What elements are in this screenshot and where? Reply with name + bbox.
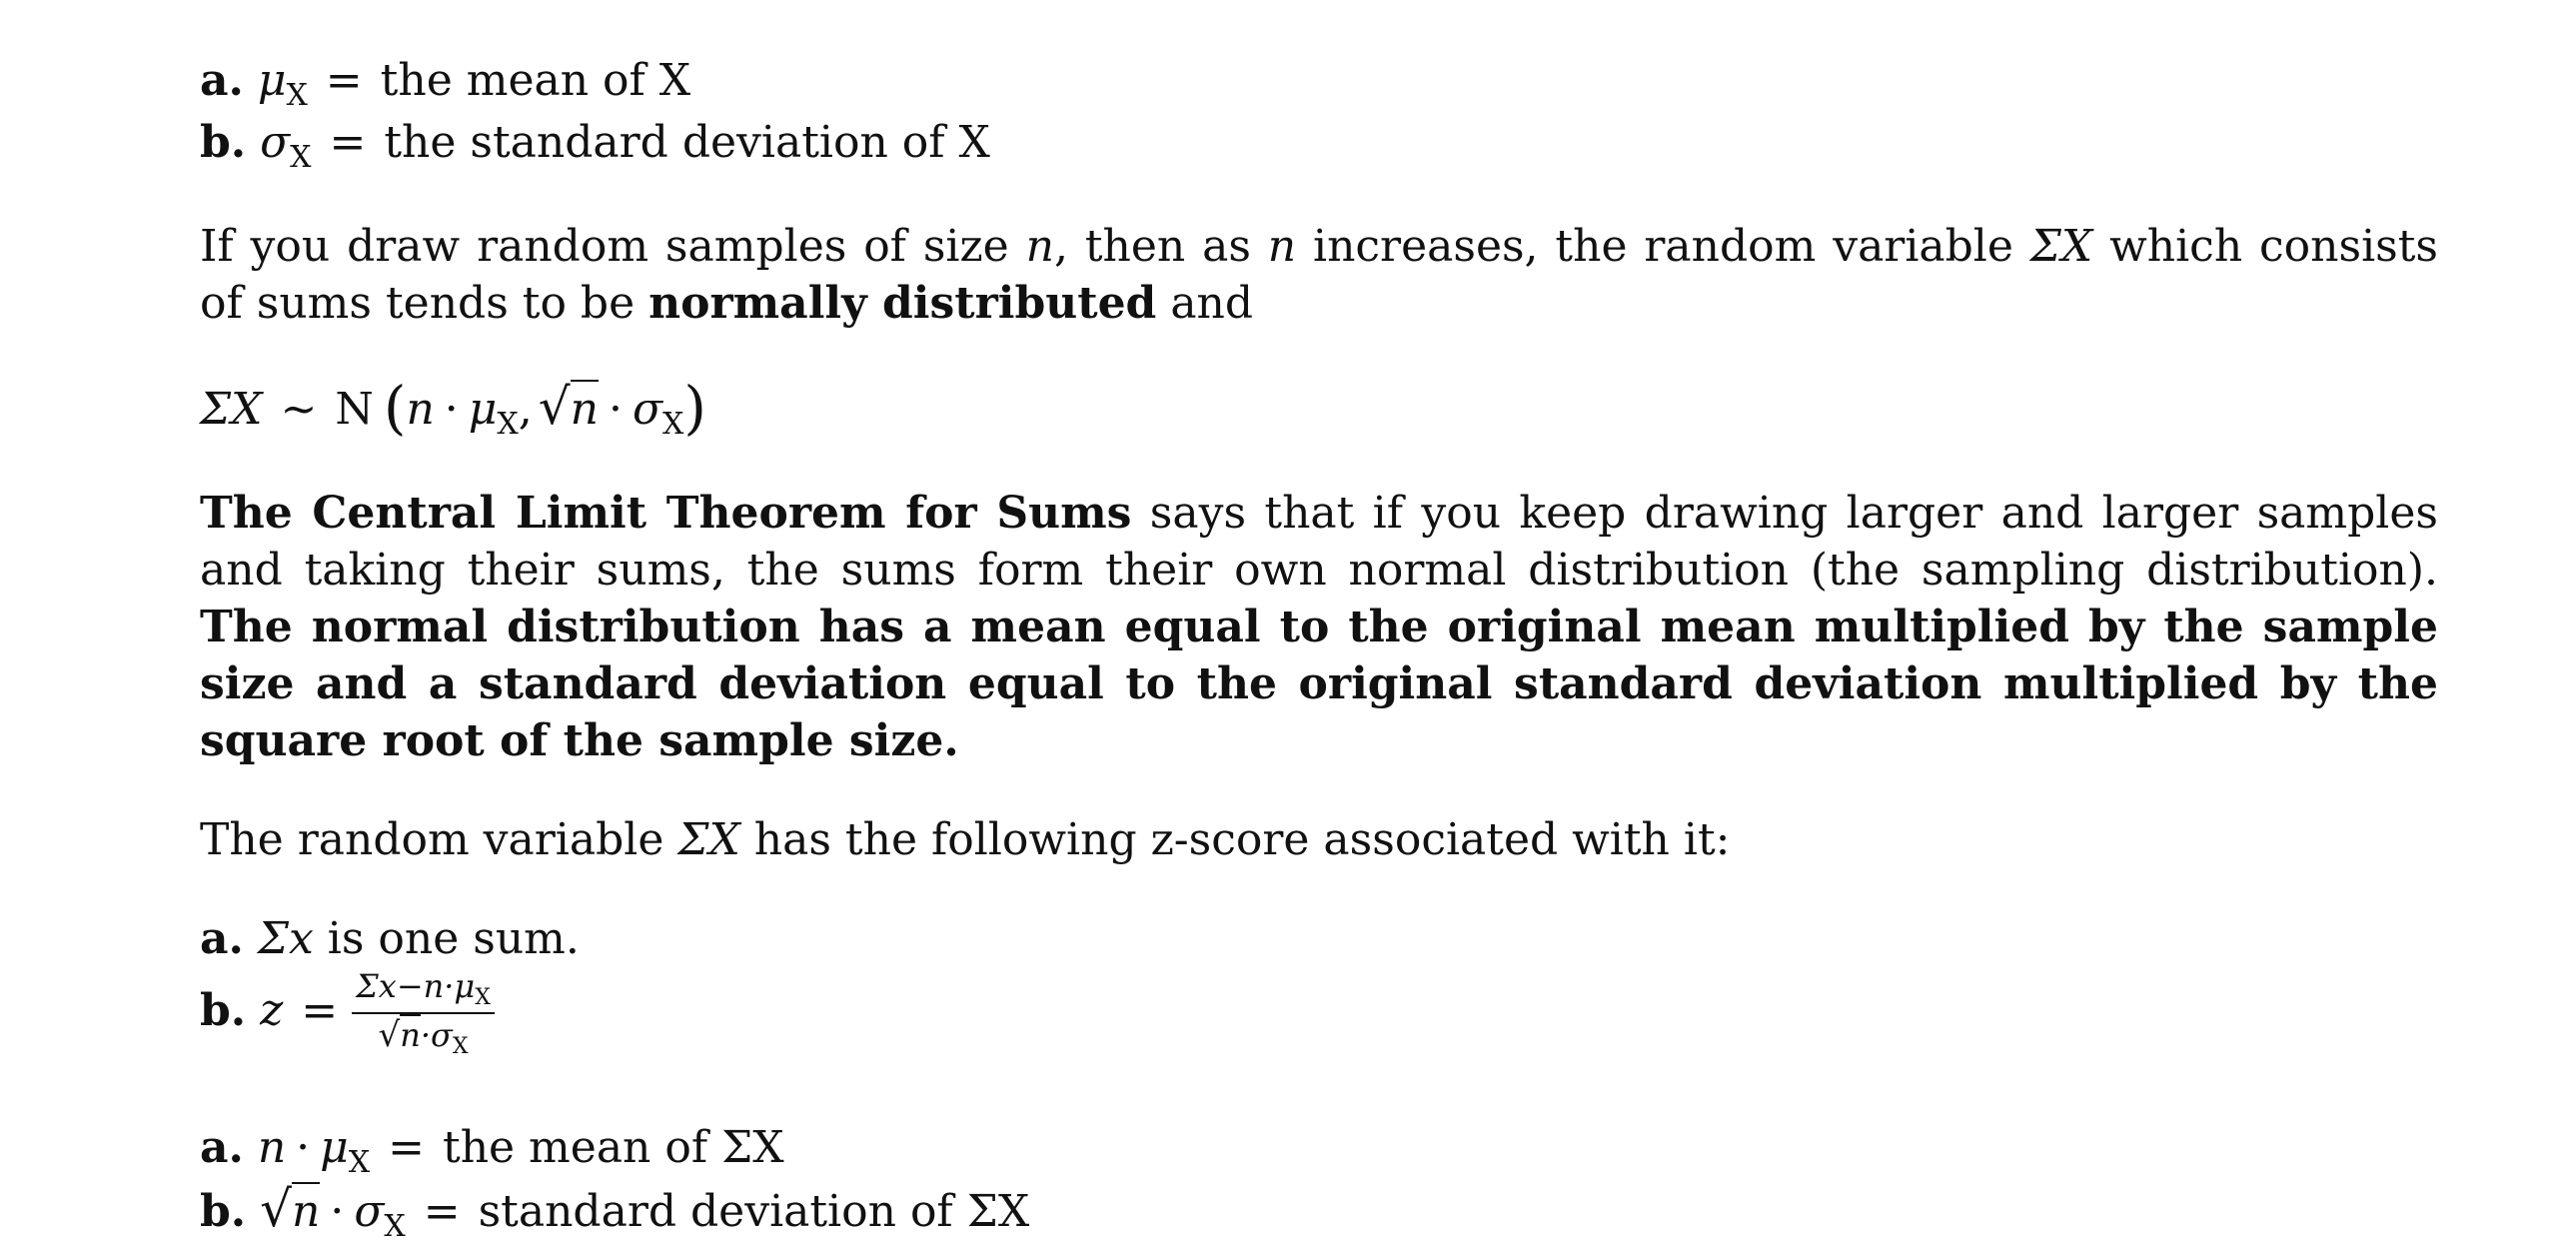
open-paren: ( [383,374,407,442]
equals-sign: = [388,1122,426,1173]
text-run: has the following z-score associated with it: [739,814,1731,865]
item-label: a. [200,913,244,964]
sigma-symbol: σ [632,384,663,435]
subscript: X [497,407,519,442]
distribution-formula [200,376,2438,443]
math-sigma-x: Σx [257,913,314,964]
item-label: a. [200,55,244,106]
math-sigma-x: ΣX [677,814,740,865]
math-sigma-x: ΣX [200,384,263,435]
text-run: which consists of sums tends to be [200,221,2439,329]
mu-symbol: μ [468,384,498,435]
list-item-one-sum [200,910,2438,967]
sigma-symbol: σ [354,1186,385,1237]
sqrt-icon: √ [260,1180,292,1238]
sqrt-expression [539,379,599,438]
item-text: standard deviation of ΣX [478,1186,1030,1237]
math-n: n [571,380,599,435]
list-item-mean [200,52,2438,114]
fraction-denominator [352,1014,495,1059]
denominator-text: ·σ [420,1016,453,1054]
subscript: X [475,985,491,1010]
subscript: X [384,1209,406,1244]
dot-operator: · [608,384,623,435]
item-label: b. [200,984,247,1036]
dot-operator: · [444,384,459,435]
math-n: n [257,1122,287,1173]
sqrt-expression [260,1181,320,1240]
sqrt-icon: √ [538,378,571,436]
subscript: X [348,1145,371,1180]
close-paren: ) [683,374,707,442]
item-text: is one sum. [313,913,580,964]
dot-operator: · [296,1122,311,1173]
mu-symbol: μ [320,1122,349,1173]
list-item-z-formula [200,967,2438,1059]
subscript: X [452,1034,469,1059]
equals-sign: = [325,55,363,106]
dot-operator: · [330,1186,345,1237]
paragraph-sample-sums [200,218,2438,332]
item-text: the mean of X [380,55,691,106]
equals-sign: = [329,117,367,168]
text-run: says that if you keep drawing larger and larger samples and taking their sums, the sums form their own normal distribution (the sampling distribution). [200,488,2438,596]
item-text: the mean of ΣX [443,1122,784,1173]
text-run: increases, the random variable [1296,221,2030,272]
subscript: X [286,78,308,113]
item-label: b. [200,117,247,168]
definition-list-one [200,52,2438,176]
tilde-symbol: ∼ [280,384,318,435]
math-n: n [400,1016,421,1054]
comma: , [518,384,533,435]
subscript: X [662,407,684,442]
item-label: b. [200,1186,247,1237]
fraction-numerator [352,967,495,1014]
paragraph-clt-sums [200,485,2438,769]
numerator-text: Σx−n·μ [356,967,476,1005]
definition-list-two [200,910,2438,1059]
bold-text: The normal distribution has a mean equal to the original mean multiplied by the sample size and a standard deviation equal to the original standard deviation multiplied by the square root of the sample size. [200,602,2438,766]
math-n: n [406,384,435,435]
item-text: the standard deviation of X [384,117,990,168]
document-page [200,52,2438,1245]
bold-text: normally distributed [648,278,1157,329]
math-sigma-x: ΣX [2029,221,2093,272]
math-n: n [1267,221,1297,272]
sqrt-icon: √ [378,1015,401,1055]
list-item-mean-of-sum [200,1119,2438,1181]
item-label: a. [200,1122,244,1173]
text-run: If you draw random samples of size [200,221,1026,272]
normal-n: N [335,384,374,435]
math-z: z [260,984,284,1036]
list-item-std-dev-of-sum [200,1181,2438,1245]
paragraph-z-score-intro [200,811,2438,868]
list-item-std-dev [200,114,2438,176]
sigma-symbol: σ [260,117,291,168]
text-run: The random variable [200,814,678,865]
equals-sign: = [423,1186,461,1237]
z-score-fraction [352,967,495,1059]
text-run: , then as [1053,221,1268,272]
math-n: n [292,1182,320,1237]
text-run: and [1156,278,1254,329]
math-n: n [1025,221,1054,272]
bold-text: The Central Limit Theorem for Sums [200,488,1132,539]
mu-symbol: μ [257,55,287,106]
equals-sign: = [301,984,339,1036]
subscript: X [290,140,312,175]
definition-list-three [200,1119,2438,1245]
